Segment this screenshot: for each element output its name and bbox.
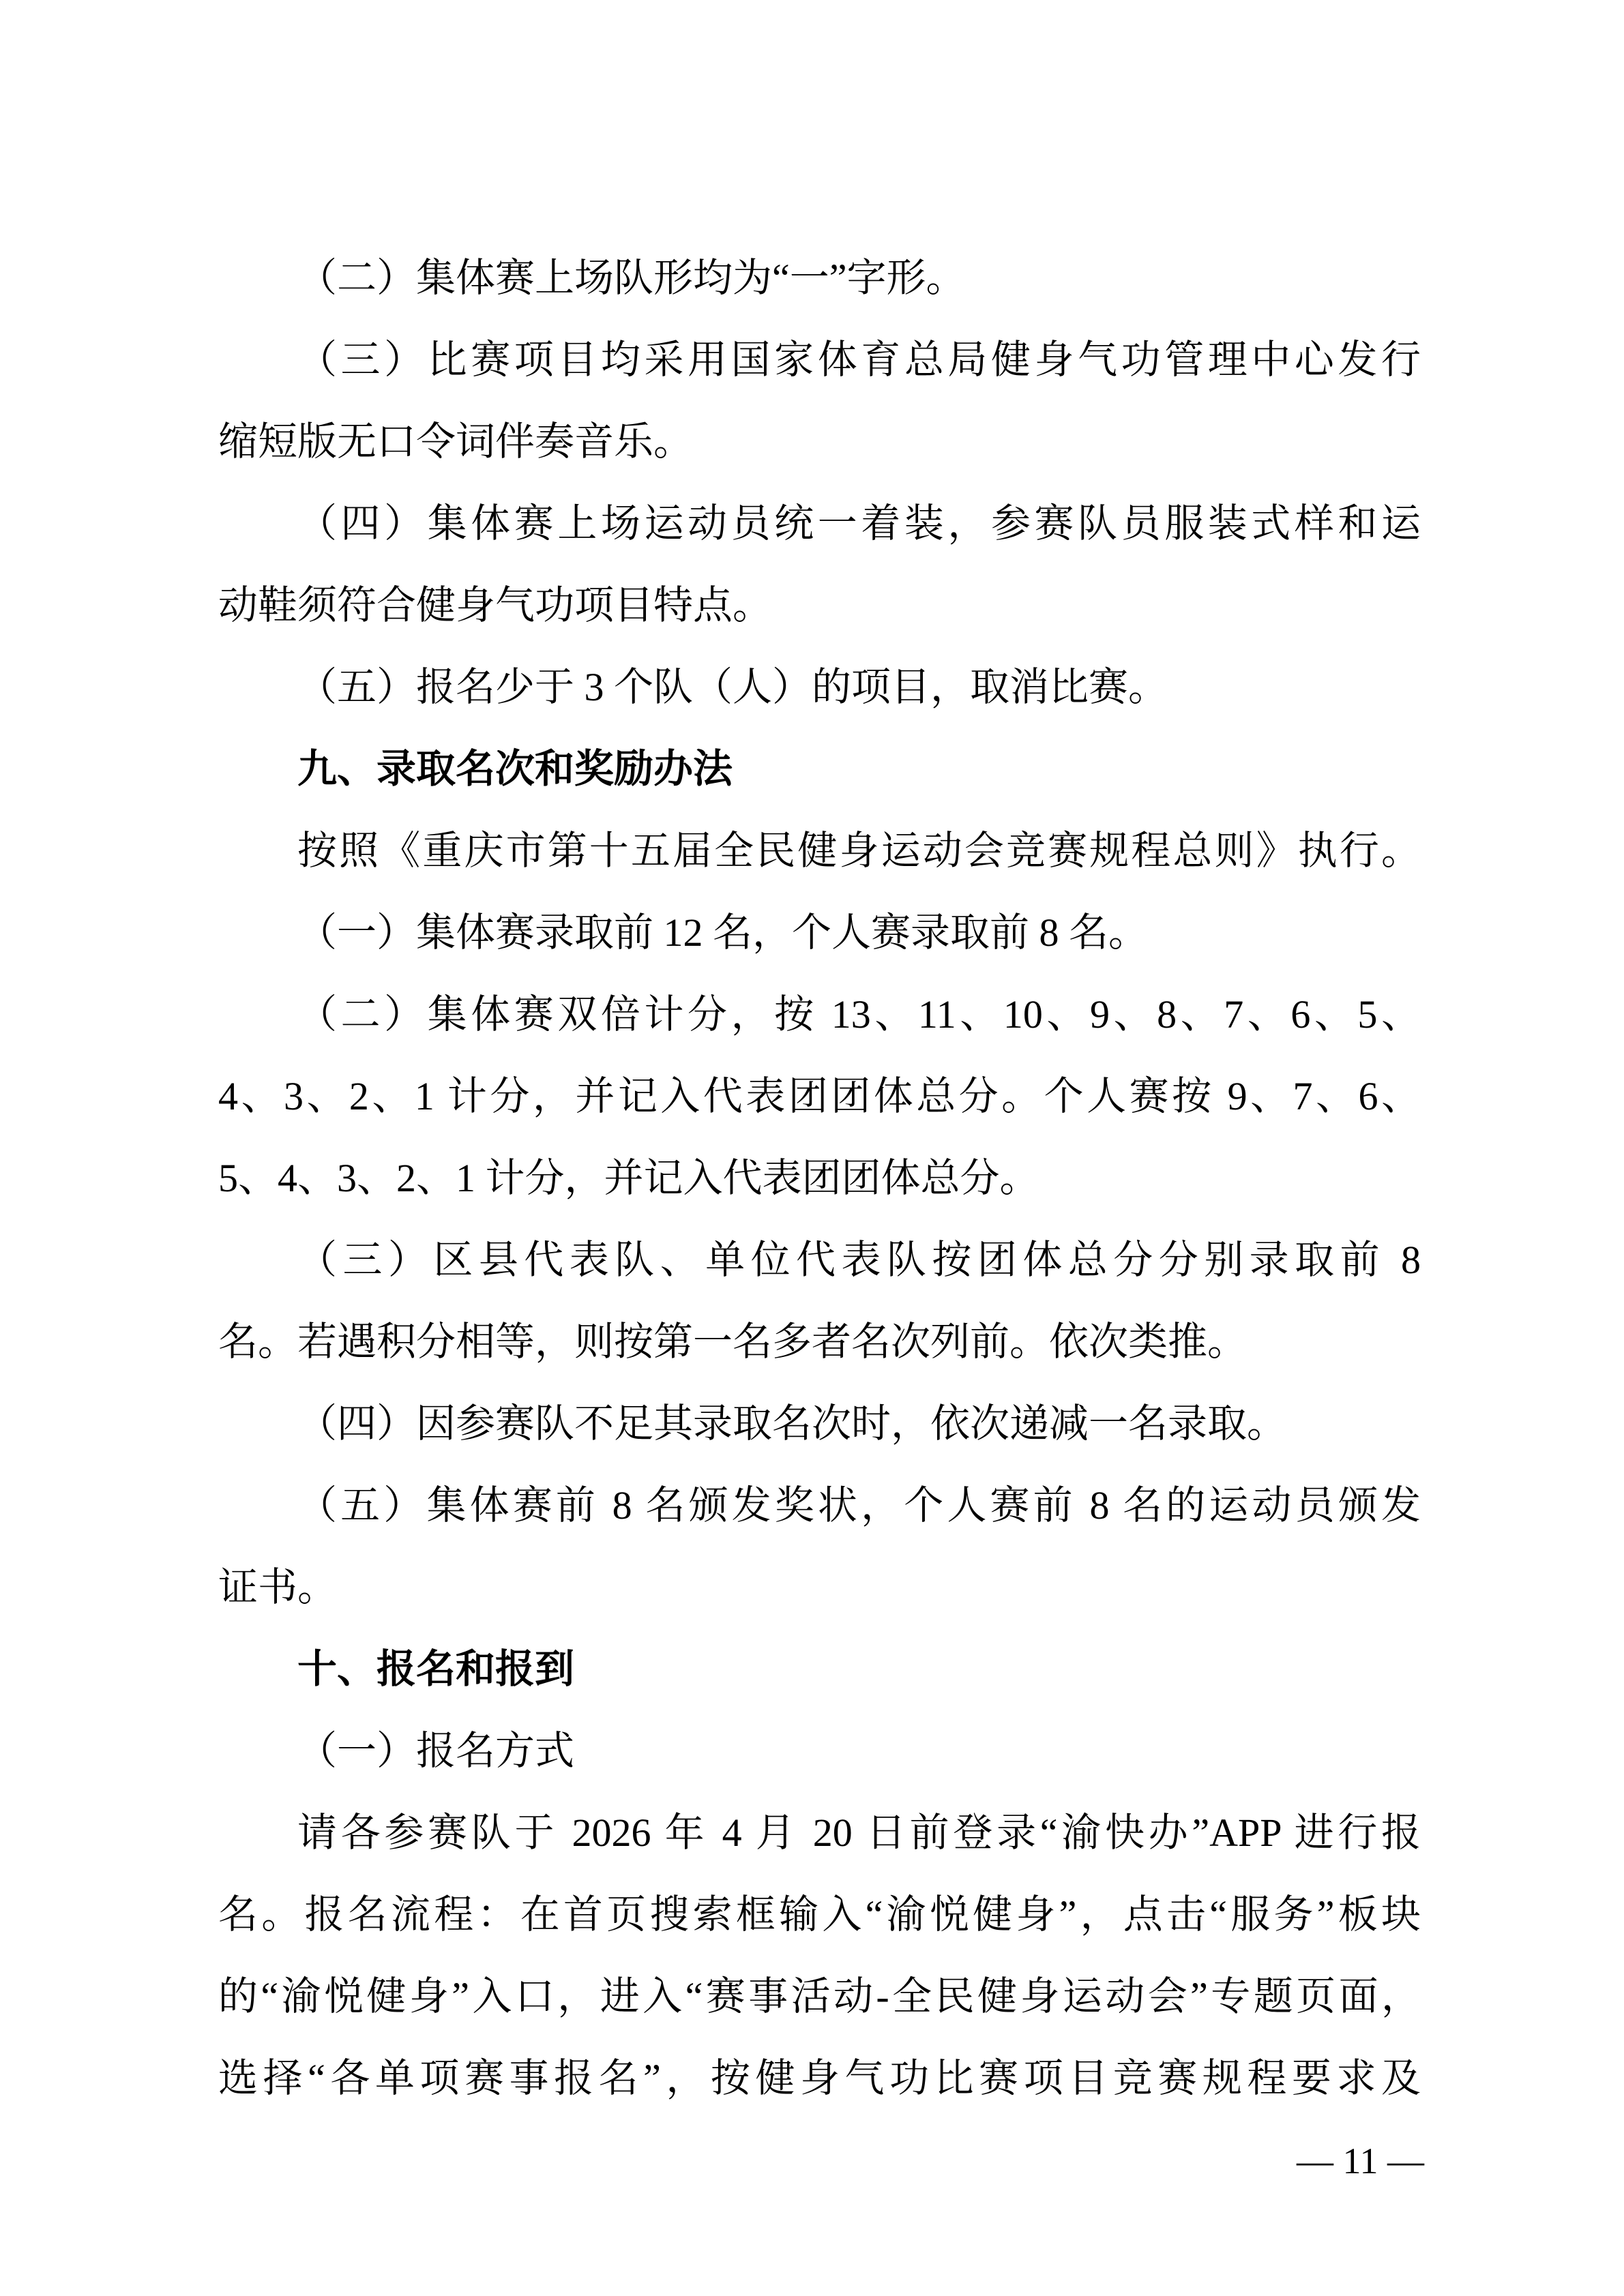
section-heading: 九、录取名次和奖励办法 xyxy=(297,747,733,791)
text-line: 名。报名流程：在首页搜索框输入“渝悦健身”，点击“服务”板块 xyxy=(218,1892,1421,1937)
page-number xyxy=(1297,2140,1424,2182)
text-line: 名。若遇积分相等，则按第一名多者名次列前。依次类推。 xyxy=(218,1320,1247,1364)
text-line: 动鞋须符合健身气功项目特点。 xyxy=(218,583,773,627)
text-line: 请各参赛队于 2026 年 4 月 20 日前登录“渝快办”APP 进行报 xyxy=(297,1810,1421,1855)
document-body xyxy=(218,237,1421,2119)
text-line: （四）集体赛上场运动员统一着装，参赛队员服装式样和运 xyxy=(297,501,1421,546)
text-line: （二）集体赛上场队形均为“一”字形。 xyxy=(297,256,966,300)
text-line: （五）集体赛前 8 名颁发奖状，个人赛前 8 名的运动员颁发 xyxy=(297,1483,1421,1527)
text-line: 缩短版无口令词伴奏音乐。 xyxy=(218,419,694,464)
text-line: 按照《重庆市第十五届全民健身运动会竞赛规程总则》执行。 xyxy=(297,829,1421,873)
text-line: （一）集体赛录取前 12 名，个人赛录取前 8 名。 xyxy=(297,910,1149,955)
text-line: （三）区县代表队、单位代表队按团体总分分别录取前 8 xyxy=(297,1238,1421,1282)
text-line: 的“渝悦健身”入口，进入“赛事活动-全民健身运动会”专题页面， xyxy=(218,1974,1421,2018)
text-line: （五）报名少于 3 个队（人）的项目，取消比赛。 xyxy=(297,665,1168,709)
text-line: （一）报名方式 xyxy=(297,1729,575,1773)
text-line: 选择“各单项赛事报名”，按健身气功比赛项目竞赛规程要求及 xyxy=(218,2056,1421,2100)
text-line: 证书。 xyxy=(218,1565,338,1609)
text-line: （二）集体赛双倍计分，按 13、11、10、9、8、7、6、5、 xyxy=(297,992,1421,1037)
page-number-text: — 11 — xyxy=(1297,2141,1424,2181)
text-line: （三）比赛项目均采用国家体育总局健身气功管理中心发行 xyxy=(297,338,1421,382)
section-heading: 十、报名和报到 xyxy=(297,1647,575,1691)
text-line: （四）因参赛队不足其录取名次时，依次递减一名录取。 xyxy=(297,1401,1287,1446)
text-line: 5、4、3、2、1 计分，并记入代表团团体总分。 xyxy=(218,1156,1039,1200)
text-line: 4、3、2、1 计分，并记入代表团团体总分。个人赛按 9、7、6、 xyxy=(218,1074,1421,1118)
